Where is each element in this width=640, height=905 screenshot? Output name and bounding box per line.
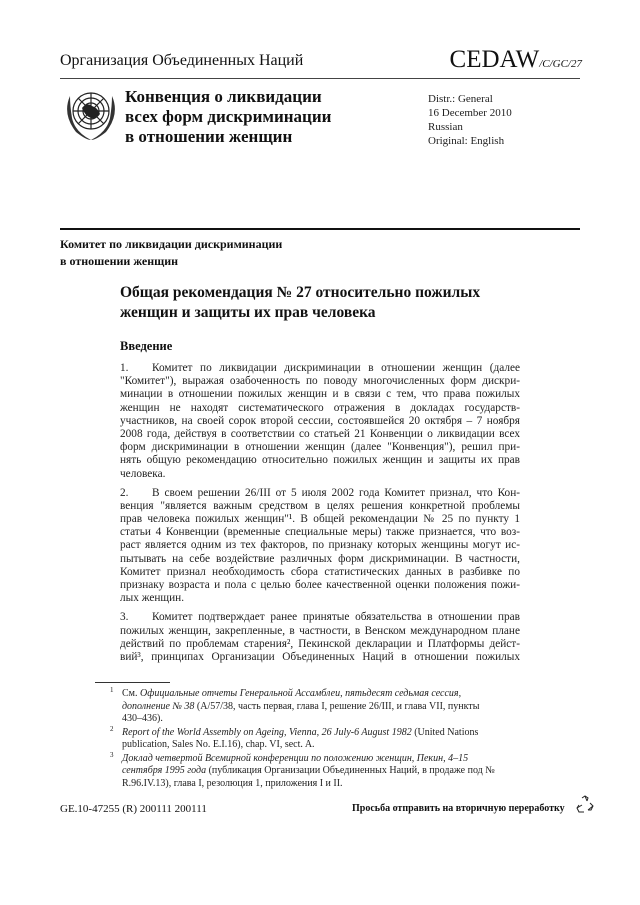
paragraph-line: 2008 года, действуя в соответствии со статьей 21 Конвенции о ликвидации всех — [120, 427, 520, 440]
organization-name: Организация Объединенных Наций — [60, 52, 304, 69]
footnotes — [110, 688, 495, 791]
job-number: GE.10-47255 (R) 200111 200111 — [60, 803, 207, 815]
paragraph-number: 1. — [120, 362, 129, 374]
footnote-text: (United Nations publication, Sales No. E.I.16), chap. VI, sect. A. — [122, 726, 479, 750]
distribution-info — [428, 92, 512, 148]
paragraph-line: венция "является важным средством в целях решения конкретной проблемы — [120, 499, 520, 512]
header-divider — [60, 78, 580, 79]
document-title — [120, 283, 480, 323]
footnote-text: См. — [122, 688, 140, 699]
paragraph-line — [120, 611, 520, 624]
paragraph-line: "Комитет"), выражая озабоченность по поводу многочисленных форм дискри- — [120, 375, 520, 388]
distribution: Distr.: General — [428, 93, 493, 105]
recycle-icon — [574, 794, 596, 816]
convention-title-line: Конвенция о ликвидации — [125, 87, 322, 106]
paragraph-line: человека. — [120, 467, 166, 480]
header-thick-divider — [60, 228, 580, 230]
language: Russian — [428, 121, 463, 133]
paragraph-line: прав человека пожилых женщин"¹. В общей рекомендации № 25 по пункту 1 — [120, 513, 520, 526]
footnote — [110, 750, 495, 791]
paragraph-line — [120, 362, 520, 375]
convention-title — [125, 87, 331, 147]
un-emblem-icon — [60, 84, 122, 142]
footnote — [110, 688, 495, 726]
recycle-notice: Просьба отправить на вторичную переработку — [352, 803, 565, 814]
paragraph-number: 2. — [120, 486, 129, 499]
paragraph-line — [120, 487, 520, 500]
footnote-text: Доклад четвертой Всемирной конференции по положению женщин, Пекин, 4–15 сентября 1995 года — [122, 752, 469, 776]
paragraph-line: женщин не находят систематического отражения в докладах государств- — [120, 401, 520, 414]
body-text — [120, 362, 520, 670]
symbol-suffix: /C/GC/27 — [539, 58, 582, 70]
paragraph-line: действий по проблемам старения², Пекинской декларации и Платформы дейст- — [120, 637, 520, 650]
paragraph-line: признаку возраста и пола с целью более качественной оценки положения пожи- — [120, 579, 520, 591]
paragraph-line: статьи 4 Конвенции (временные специальные меры) также признается, что воз- — [120, 526, 520, 539]
paragraph-number: 3. — [120, 611, 129, 624]
footnote — [110, 724, 495, 752]
paragraph-line: лых женщин. — [120, 592, 185, 605]
paragraph-line: минации в отношении пожилых женщин и в связи с тем, что права пожилых — [120, 388, 520, 401]
convention-title-line: всех форм дискриминации — [125, 107, 332, 126]
title-line: женщин и защиты их прав человека — [120, 304, 376, 321]
date: 16 December 2010 — [428, 107, 512, 119]
paragraph-text: Комитет по ликвидации дискриминации в отношении женщин (далее — [152, 362, 520, 374]
footnote-mark: 3 — [110, 750, 114, 759]
section-heading: Введение — [120, 339, 173, 353]
paragraph-text: В своем решении 26/III от 5 июля 2002 года Комитет признал, что Кон- — [152, 486, 520, 499]
paragraph — [120, 611, 520, 664]
paragraph-line: участников, на своей сорок второй сессии, состоявшейся 20 октября – 7 ноября — [120, 414, 520, 427]
document-symbol — [450, 46, 582, 74]
committee-line: Комитет по ликвидации дискриминации — [60, 237, 283, 251]
paragraph-line: нять общую рекомендацию относительно пожилых женщин и защиты их прав — [120, 454, 520, 467]
symbol-main: CEDAW — [449, 46, 540, 73]
footnote-mark: 1 — [110, 686, 114, 694]
paragraph-line: вий³, принципах Организации Объединенных Наций в отношении пожилых — [120, 650, 520, 663]
paragraph-line: пытывать на себе воздействие различных форм дискриминации. В частности, — [120, 552, 520, 565]
convention-title-line: в отношении женщин — [125, 127, 293, 146]
paragraph-line: Комитет признал необходимость сбора статистических данных в разбивке по — [120, 565, 520, 578]
paragraph-line: форм дискриминации в отношении женщин (далее "Конвенция"), решил при- — [120, 441, 520, 454]
footnote-text: (A/57/38, часть первая, глава I, решение 26/III, и глава VII, пункты 430–436). — [122, 700, 480, 724]
committee-line: в отношении женщин — [60, 254, 179, 268]
footnote-divider — [95, 682, 170, 683]
footnote-text: Report of the World Assembly on Ageing, Vienna, 26 July-6 August 1982 — [122, 726, 412, 738]
paragraph-text: Комитет подтверждает ранее принятые обязательства в отношении прав — [152, 611, 520, 624]
committee-name — [60, 236, 282, 270]
paragraph-line: раст является одним из тех факторов, по признаку которых женщины могут ис- — [120, 539, 520, 552]
footnote-text: (публикация Организации Объединенных Наций, в продаже под № R.96.IV.13), глава I, резолюция 1, приложения I и II. — [122, 765, 495, 789]
paragraph — [120, 487, 520, 606]
paragraph — [120, 362, 520, 481]
paragraph-line: пожилых женщин, закрепленные, в частности, в Венском международном плане — [120, 624, 520, 637]
footnote-mark: 2 — [110, 724, 114, 733]
original-language: Original: English — [428, 135, 505, 147]
footnote-text: Официальные отчеты Генеральной Ассамблеи, пятьдесят седьмая сессия, дополнение № 38 — [122, 688, 462, 712]
title-line: Общая рекомендация № 27 относительно пожилых — [120, 284, 481, 301]
